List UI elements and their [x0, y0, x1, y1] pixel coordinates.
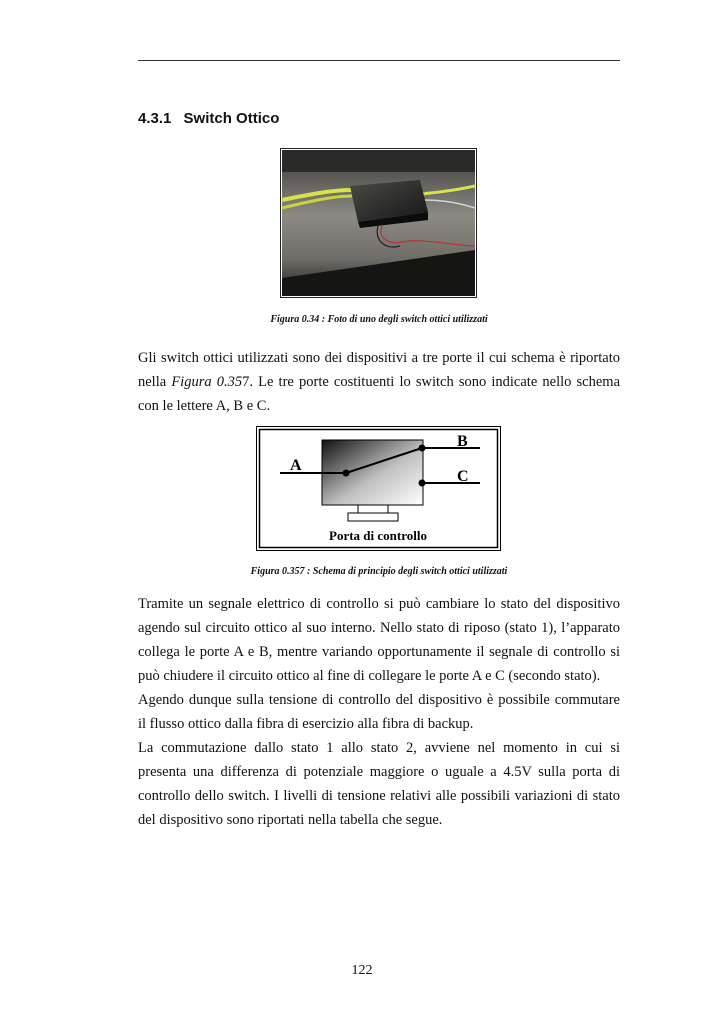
figure1-caption: Figura 0.34 : Foto di uno degli switch ottici utilizzati [270, 314, 488, 325]
para2-line: del dispositivo sono riportati nella tabella che segue. [138, 812, 443, 828]
para1-line2-prefix: nella [138, 374, 167, 390]
switch-photo [280, 148, 477, 298]
para2-line: Agendo dunque sulla tensione di controllo del dispositivo è possibile commutare [138, 692, 620, 708]
control-port-label: Porta di controllo [329, 528, 427, 543]
figure-reference: Figura 0.35 [171, 374, 243, 390]
para2-line: controllo dello switch. I livelli di tensione relativi alle possibili variazioni di stato [138, 788, 620, 804]
para1-line3: con le lettere A, B e C. [138, 398, 271, 414]
para2-line: Tramite un segnale elettrico di controllo si può cambiare lo stato del dispositivo [138, 596, 620, 612]
page-number: 122 [351, 963, 373, 978]
port-c-dot [419, 480, 426, 487]
paragraph-2 [138, 592, 620, 832]
figure2-caption: Figura 0.357 : Schema di principio degli switch ottici utilizzati [250, 566, 508, 577]
para2-line: agendo sul circuito ottico al suo interno. Nello stato di riposo (stato 1), l’apparato [138, 620, 620, 636]
control-port-stem [358, 505, 388, 513]
para2-line: può chiudere il circuito ottico al fine di collegare le porte A e C (secondo stato). [138, 668, 601, 684]
section-title: Switch Ottico [183, 110, 280, 127]
switch-photo-image [282, 150, 475, 296]
header-rule [138, 60, 620, 61]
para1-line2 [138, 370, 620, 394]
pivot-dot [343, 470, 350, 477]
para1-line2-suffix: 7. Le tre porte costituenti lo switch sono indicate nello schema [242, 374, 621, 390]
port-c-label: C [457, 468, 469, 485]
para2-line: La commutazione dallo stato 1 allo stato 2, avviene nel momento in cui si [138, 740, 620, 756]
switch-schematic [256, 426, 501, 551]
port-b-label: B [457, 433, 468, 450]
switch-schematic-svg [256, 426, 501, 551]
control-port-base [348, 513, 398, 521]
para2-line: collega le porte A e B, mentre variando opportunamente il segnale di controllo si [138, 644, 620, 660]
section-number: 4.3.1 [138, 110, 172, 127]
paragraph-1 [138, 346, 620, 418]
port-b-dot [419, 445, 426, 452]
para2-line: il flusso ottico dalla fibra di esercizio alla fibra di backup. [138, 716, 474, 732]
para2-line: presenta una differenza di potenziale maggiore o uguale a 4.5V sulla porta di [138, 764, 620, 780]
port-a-label: A [290, 457, 302, 474]
para1-line1: Gli switch ottici utilizzati sono dei dispositivi a tre porte il cui schema è riportato [138, 350, 620, 366]
section-heading [138, 110, 279, 127]
